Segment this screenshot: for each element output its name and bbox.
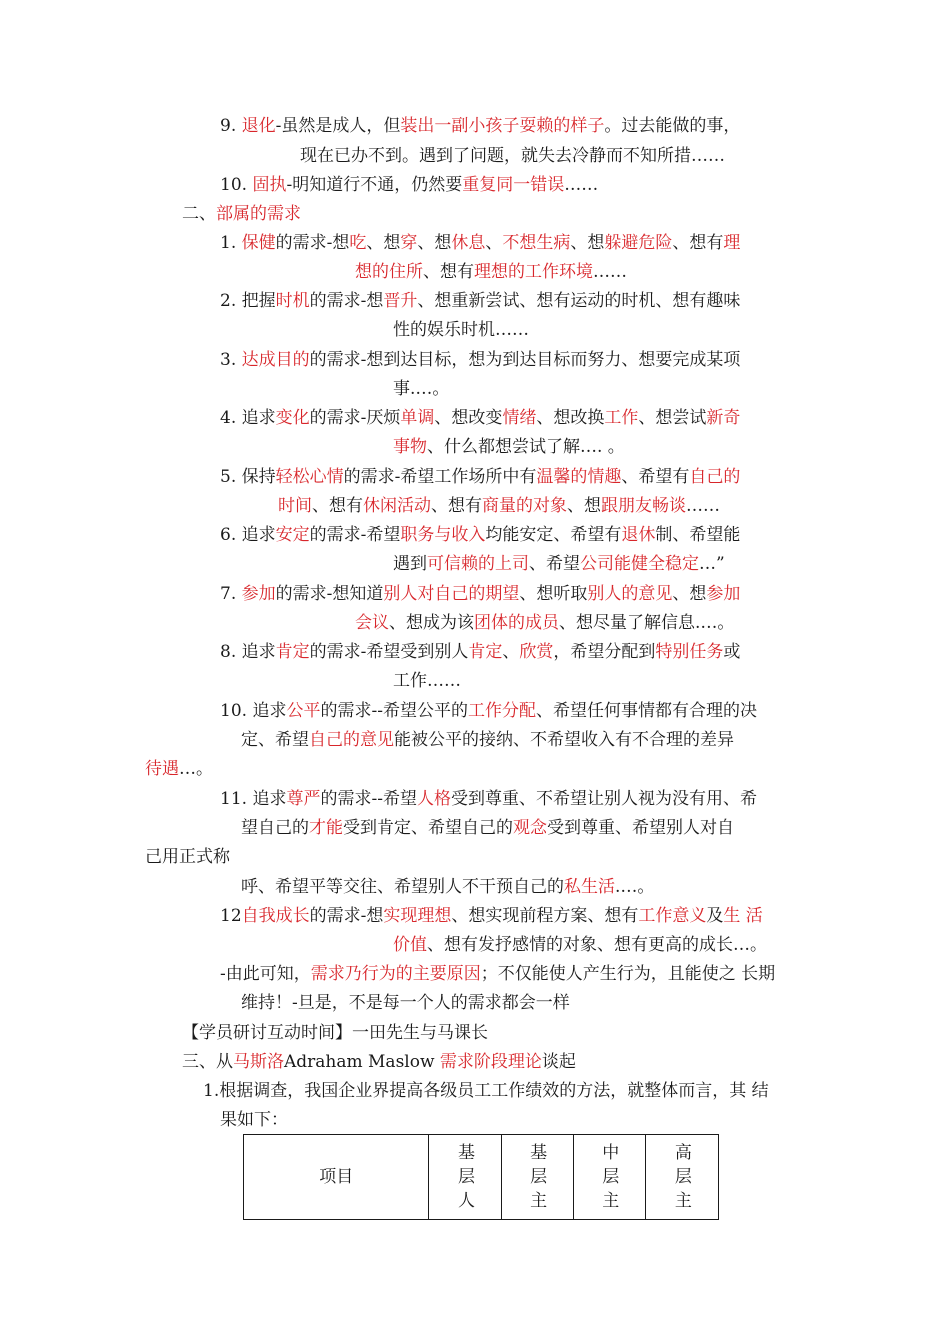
body-text: -明知道行不通，仍然要 (286, 175, 463, 195)
body-text: 10. (220, 175, 253, 195)
text-line (220, 466, 740, 488)
body-text: 、想 (672, 584, 707, 604)
highlighted-text: 工作意义 (638, 906, 707, 926)
highlighted-text: 才能 (309, 818, 343, 838)
highlighted-text: 退休 (621, 525, 656, 545)
body-text: 、希望任何事情都有合理的决 (535, 701, 757, 721)
body-text: 、希望 (529, 554, 580, 574)
highlighted-text: 固执 (252, 175, 287, 195)
highlighted-text: 达成目的 (241, 350, 310, 370)
highlighted-text: 团体的成员 (474, 613, 559, 633)
body-text: 、想有 (423, 262, 474, 282)
body-text: 的需求-想 (275, 233, 350, 253)
text-line (220, 115, 740, 137)
highlighted-text: 不想生病 (502, 233, 571, 253)
highlighted-text: 观念 (513, 818, 547, 838)
body-text: 制、希望能 (655, 525, 741, 545)
highlighted-text: 私生活 (564, 877, 615, 897)
body-text: …… (564, 175, 599, 195)
body-text: 受到尊重、不希望让别人视为没有用、希 (450, 789, 757, 809)
highlighted-text: 商量的对象 (482, 496, 567, 516)
body-text: 果如下： (220, 1110, 288, 1130)
highlighted-text: 吃 (349, 233, 367, 253)
body-text: 定、希望 (241, 730, 309, 750)
table-header-cell: 项目 (244, 1135, 429, 1220)
body-text: 的需求-想 (309, 291, 384, 311)
body-text: 、想听取 (519, 584, 588, 604)
highlighted-text: 会议 (355, 613, 389, 633)
body-text: …。 (179, 759, 213, 779)
body-text: 、想尝试 (638, 408, 707, 428)
highlighted-text: 参加 (706, 584, 741, 604)
highlighted-text: 需求阶段理论 (439, 1052, 542, 1072)
text-line (241, 992, 570, 1014)
highlighted-text: 肯定 (275, 642, 310, 662)
text-line (393, 670, 461, 692)
body-text: 事.…。 (393, 379, 450, 399)
body-text: 望自己的 (241, 818, 309, 838)
body-text: 6. 追求 (220, 525, 276, 545)
text-line (220, 174, 598, 196)
body-text: 、想成为该 (389, 613, 474, 633)
body-text: 呼、希望平等交往、希望别人不干预自己的 (241, 877, 564, 897)
text-line (393, 934, 767, 956)
body-text: -由此可知， (220, 964, 311, 984)
body-text: 、想 (366, 233, 401, 253)
highlighted-text: 可信赖的上司 (427, 554, 529, 574)
body-text: 9. (220, 116, 242, 136)
highlighted-text: 时机 (275, 291, 310, 311)
highlighted-text: 别人的意见 (587, 584, 673, 604)
body-text: 谈起 (541, 1052, 576, 1072)
body-text: 、想有发抒感情的对象、想有更高的成长…。 (427, 935, 767, 955)
highlighted-text: 新奇 (706, 408, 741, 428)
highlighted-text: 欣赏 (519, 642, 554, 662)
highlighted-text: 需求乃行为的主要原因 (310, 964, 481, 984)
body-text: 10. 追求 (220, 701, 287, 721)
body-text: 的需求-希望受到别人 (309, 642, 469, 662)
body-text: 、想 (570, 233, 605, 253)
highlighted-text: 生 活 (723, 906, 763, 926)
body-text: 的需求-希望工作场所中有 (343, 467, 537, 487)
highlighted-text: 躲避危险 (604, 233, 673, 253)
body-text: 、想有 (312, 496, 363, 516)
text-line (220, 905, 763, 927)
highlighted-text: 价值 (393, 935, 427, 955)
highlighted-text: 温馨的情趣 (536, 467, 622, 487)
body-text: 、想改变 (434, 408, 503, 428)
text-line (300, 145, 725, 167)
highlighted-text: 特别任务 (655, 642, 724, 662)
highlighted-text: 自己的 (689, 467, 741, 487)
body-text: 11. 追求 (220, 789, 287, 809)
highlighted-text: 休闲活动 (363, 496, 431, 516)
body-text: 二、 (182, 204, 216, 224)
highlighted-text: 自己的意见 (309, 730, 394, 750)
body-text: 工作…… (393, 671, 461, 691)
text-line (278, 495, 720, 517)
text-line (182, 203, 301, 225)
text-line (241, 817, 734, 839)
highlighted-text: 事物 (393, 437, 427, 457)
highlighted-text: 自我成长 (241, 906, 310, 926)
text-line (241, 876, 654, 898)
text-line (393, 319, 529, 341)
body-text: 的需求-希望 (309, 525, 401, 545)
body-text: 。过去能做的事， (604, 116, 741, 136)
body-text: 、希望有 (621, 467, 690, 487)
body-text: 性的娱乐时机…… (393, 320, 529, 340)
body-text: 8. 追求 (220, 642, 276, 662)
text-line (145, 758, 213, 780)
table-header-cell: 中层主 (573, 1135, 645, 1220)
body-text: 维持！-旦是，不是每一个人的需求都会一样 (241, 993, 570, 1013)
body-text: 均能安定、希望有 (485, 525, 622, 545)
body-text: 受到肯定、希望自己的 (343, 818, 513, 838)
highlighted-text: 时间 (278, 496, 312, 516)
body-text: 1. (220, 233, 242, 253)
body-text: 4. 追求 (220, 408, 276, 428)
text-line (182, 1022, 488, 1044)
highlighted-text: 想的住所 (355, 262, 423, 282)
highlighted-text: 变化 (275, 408, 310, 428)
survey-table (243, 1134, 719, 1220)
text-line (220, 788, 757, 810)
highlighted-text: 单调 (400, 408, 435, 428)
text-line (220, 641, 740, 663)
body-text: 、想尽量了解信息.…。 (559, 613, 735, 633)
highlighted-text: 实现理想 (383, 906, 452, 926)
text-line (393, 553, 725, 575)
text-line (220, 290, 740, 312)
body-text: 3. (220, 350, 242, 370)
highlighted-text: 理想的工作环境 (474, 262, 593, 282)
highlighted-text: 跟朋友畅谈 (601, 496, 686, 516)
body-text: 的需求-厌烦 (309, 408, 401, 428)
body-text: 、 (485, 233, 503, 253)
highlighted-text: 肯定 (468, 642, 503, 662)
text-line (220, 963, 775, 985)
highlighted-text: 别人对自己的期望 (383, 584, 520, 604)
body-text: 能被公平的接纳、不希望收入有不合理的差异 (394, 730, 734, 750)
text-line (145, 846, 230, 868)
highlighted-text: 装出一副小孩子耍赖的样子 (400, 116, 605, 136)
text-line (220, 1109, 288, 1131)
body-text: 1.根据调查，我国企业界提高各级员工工作绩效的方法，就整体而言，其 结 (203, 1081, 769, 1101)
text-line (393, 436, 625, 458)
body-text: 、什么都想尝试了解…. 。 (427, 437, 625, 457)
body-text: Adraham Maslow (284, 1052, 440, 1072)
body-text: 、想 (417, 233, 452, 253)
body-text: 及 (706, 906, 724, 926)
body-text: .…。 (615, 877, 655, 897)
body-text: -虽然是成人，但 (275, 116, 401, 136)
body-text: 、 (502, 642, 520, 662)
highlighted-text: 晋升 (383, 291, 418, 311)
table-header-cell: 基层主 (501, 1135, 573, 1220)
highlighted-text: 尊严 (286, 789, 321, 809)
highlighted-text: 人格 (416, 789, 451, 809)
body-text: 的需求-想到达目标，想为到达目标而努力、想要完成某项 (309, 350, 741, 370)
text-line (220, 232, 740, 254)
text-line (355, 261, 627, 283)
highlighted-text: 情绪 (502, 408, 537, 428)
body-text: 【学员研讨互动时间】一田先生与马课长 (182, 1023, 488, 1043)
text-line (393, 378, 449, 400)
text-line (203, 1080, 769, 1102)
highlighted-text: 公平 (286, 701, 321, 721)
body-text: 的需求-想 (309, 906, 384, 926)
body-text: 7. (220, 584, 242, 604)
body-text: 三、从 (182, 1052, 233, 1072)
body-text: 、想 (567, 496, 601, 516)
body-text: 的需求--希望公平的 (320, 701, 468, 721)
body-text: 的需求-想知道 (275, 584, 384, 604)
text-line (220, 349, 740, 371)
text-line (220, 583, 740, 605)
highlighted-text: 保健 (241, 233, 276, 253)
body-text: 遇到 (393, 554, 427, 574)
table-header-cell: 高层主 (645, 1135, 718, 1220)
body-text: 现在已办不到。遇到了问题，就失去冷静而不知所措…… (300, 146, 725, 166)
body-text: 、想重新尝试、想有运动的时机、想有趣味 (417, 291, 741, 311)
highlighted-text: 部属的需求 (216, 204, 301, 224)
body-text: …… (686, 496, 720, 516)
body-text: 、想实现前程方案、想有 (451, 906, 639, 926)
body-text: 或 (723, 642, 741, 662)
highlighted-text: 休息 (451, 233, 486, 253)
highlighted-text: 轻松心情 (275, 467, 344, 487)
highlighted-text: 工作分配 (467, 701, 536, 721)
body-text: …… (593, 262, 627, 282)
highlighted-text: 重复同一错误 (462, 175, 565, 195)
table-header-row (244, 1135, 719, 1220)
highlighted-text: 马斯洛 (233, 1052, 284, 1072)
body-text: 的需求--希望 (320, 789, 417, 809)
body-text: 、想有 (672, 233, 724, 253)
text-line (182, 1051, 576, 1073)
body-text: 5. 保持 (220, 467, 276, 487)
body-text: 受到尊重、希望别人对自 (547, 818, 734, 838)
highlighted-text: 安定 (275, 525, 310, 545)
highlighted-text: 工作 (604, 408, 639, 428)
text-line (241, 729, 734, 751)
body-text: …” (699, 554, 725, 574)
highlighted-text: 职务与收入 (400, 525, 486, 545)
table-header-cell: 基层人 (429, 1135, 501, 1220)
body-text: 己用正式称 (145, 847, 230, 867)
body-text: 12 (220, 906, 242, 926)
body-text: 、想改换 (536, 408, 605, 428)
highlighted-text: 待遇 (145, 759, 179, 779)
body-text: ；不仅能使人产生行为，且能使之 长期 (480, 964, 776, 984)
highlighted-text: 穿 (400, 233, 418, 253)
highlighted-text: 参加 (241, 584, 276, 604)
text-line (355, 612, 734, 634)
body-text: 、想有 (431, 496, 482, 516)
body-text: 2. 把握 (220, 291, 276, 311)
text-line (220, 700, 757, 722)
text-line (220, 407, 740, 429)
highlighted-text: 公司能健全稳定 (580, 554, 699, 574)
highlighted-text: 退化 (241, 116, 276, 136)
text-line (220, 524, 740, 546)
highlighted-text: 理 (723, 233, 741, 253)
body-text: ，希望分配到 (553, 642, 656, 662)
